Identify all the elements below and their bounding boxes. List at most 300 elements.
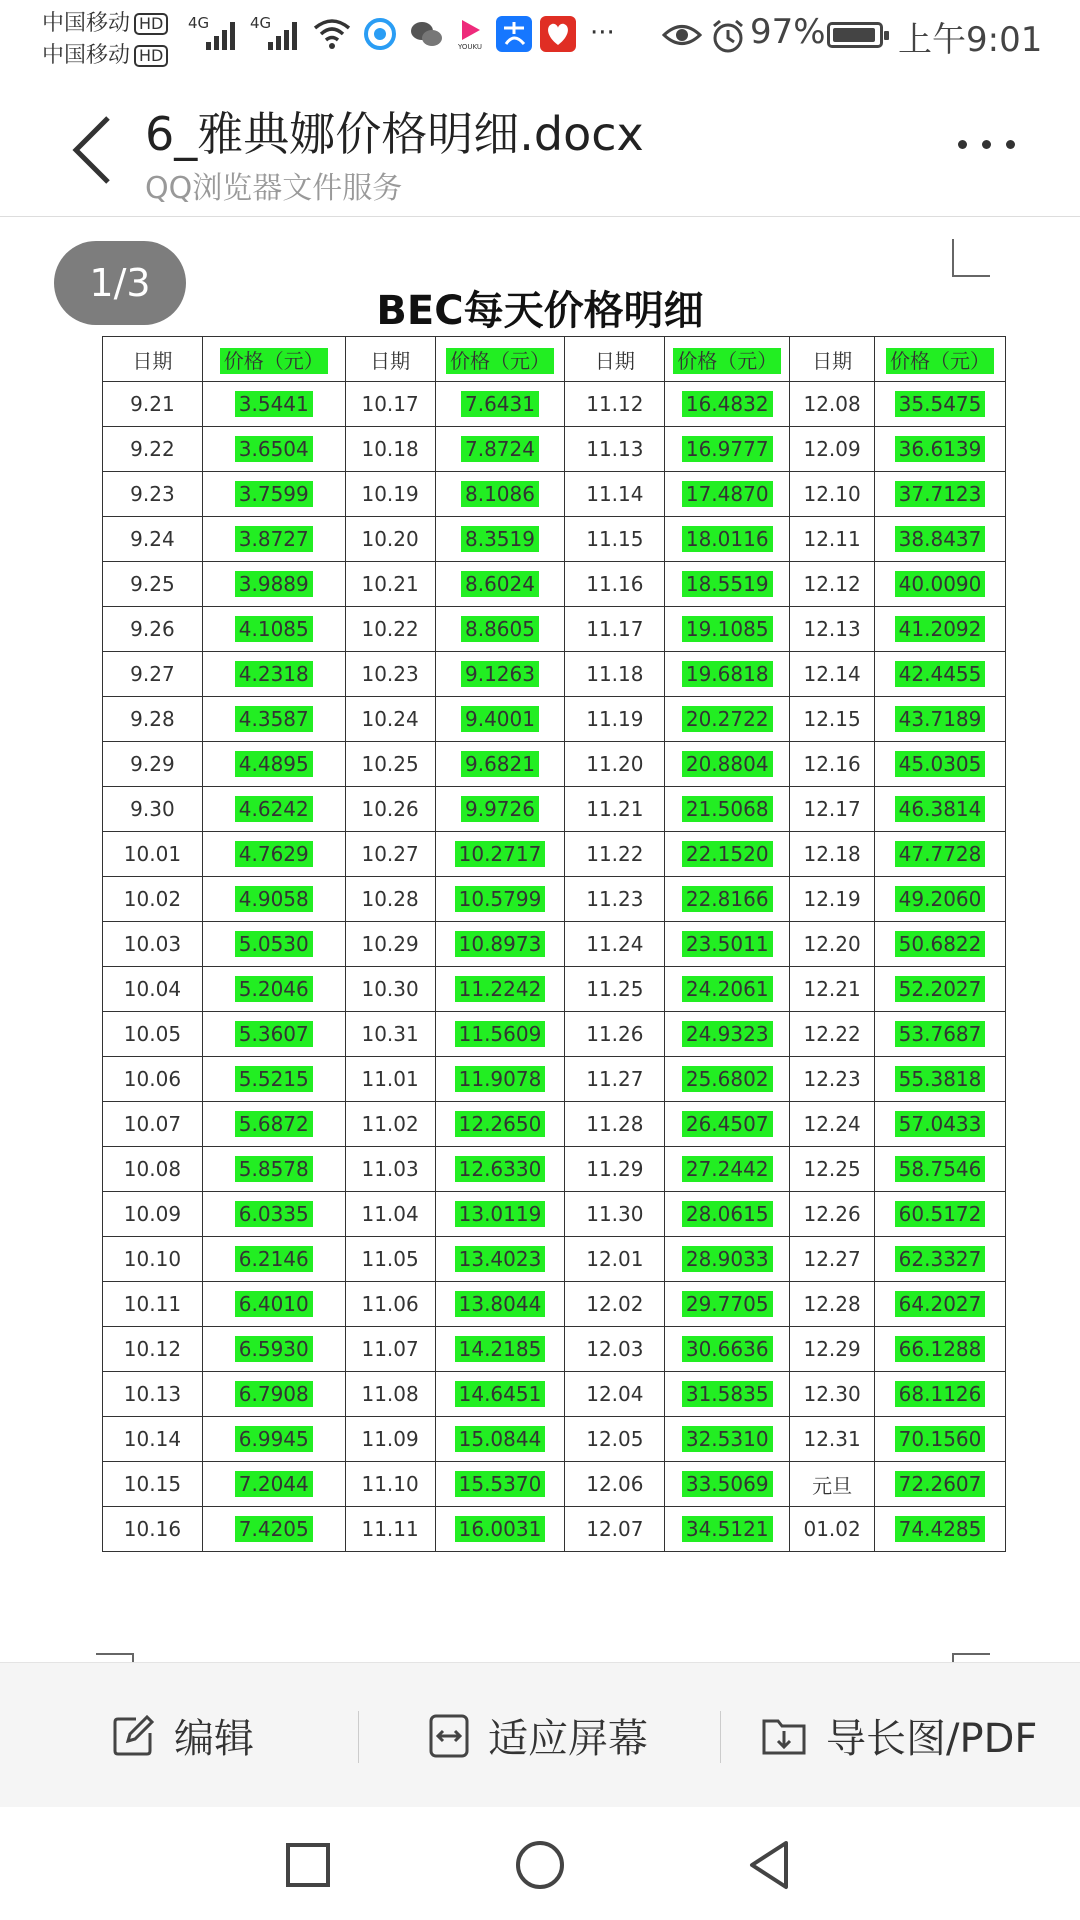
date-cell [103,517,203,562]
price-cell [665,742,790,787]
price-column-header: 价格（元） [875,337,1006,382]
price-cell [435,1012,565,1057]
date-value: 11.27 [586,1067,644,1091]
date-value: 12.13 [803,617,861,641]
price-column-header: 价格（元） [665,337,790,382]
price-value: 4.3587 [235,706,313,732]
table-row [103,1507,1006,1552]
document-viewer[interactable] [0,217,1080,1662]
price-value: 6.7908 [235,1381,313,1407]
date-value: 11.22 [586,842,644,866]
network-type-1: 4G [188,14,210,32]
price-value: 46.3814 [895,796,986,822]
price-cell [202,967,345,1012]
date-value: 9.23 [130,482,175,506]
date-cell [345,1462,435,1507]
signal-icon [206,18,240,50]
date-value: 10.07 [123,1112,182,1136]
price-value: 4.7629 [235,841,313,867]
price-cell [202,742,345,787]
price-cell [665,1372,790,1417]
date-column-header: 日期 [103,337,203,382]
price-value: 53.7687 [895,1021,986,1047]
date-value: 10.27 [361,842,419,866]
price-value: 34.5121 [682,1516,773,1542]
date-value: 12.24 [803,1112,861,1136]
date-value: 10.29 [361,932,419,956]
date-value: 11.16 [586,572,644,596]
date-cell [790,787,875,832]
price-cell [875,1462,1006,1507]
date-value: 12.25 [803,1157,861,1181]
price-value: 32.5310 [682,1426,773,1452]
recent-apps-icon[interactable] [280,1837,336,1893]
price-value: 14.6451 [455,1381,546,1407]
date-cell [790,697,875,742]
date-cell [790,517,875,562]
date-value: 11.17 [586,617,644,641]
price-value: 21.5068 [682,796,773,822]
price-cell [875,967,1006,1012]
date-value: 10.23 [361,662,419,686]
date-cell [790,877,875,922]
price-cell [875,787,1006,832]
eye-comfort-icon [662,20,702,50]
system-nav-bar [0,1807,1080,1920]
price-value: 5.3607 [235,1021,313,1047]
table-row [103,1237,1006,1282]
price-value: 17.4870 [682,481,773,507]
price-value: 15.5370 [455,1471,546,1497]
price-cell [435,742,565,787]
price-cell [875,697,1006,742]
date-value: 12.16 [803,752,861,776]
date-value: 11.24 [586,932,644,956]
price-cell [665,1057,790,1102]
price-value: 19.1085 [682,616,773,642]
price-value: 38.8437 [895,526,986,552]
date-cell [103,1507,203,1552]
price-cell [435,652,565,697]
price-cell [875,382,1006,427]
date-cell [565,652,665,697]
date-value: 9.22 [130,437,175,461]
price-value: 41.2092 [895,616,986,642]
date-cell [103,1102,203,1147]
price-value: 22.1520 [682,841,773,867]
date-cell [565,1057,665,1102]
date-cell [565,1372,665,1417]
price-cell [665,1147,790,1192]
date-value: 11.09 [361,1427,419,1451]
price-value: 20.8804 [682,751,773,777]
file-source: QQ浏览器文件服务 [145,171,403,206]
date-column-header: 日期 [790,337,875,382]
date-cell [790,607,875,652]
price-cell [202,1372,345,1417]
price-cell [202,427,345,472]
date-value: 12.15 [803,707,861,731]
date-cell [345,1012,435,1057]
price-cell [875,742,1006,787]
price-value: 42.4455 [895,661,986,687]
date-value: 12.10 [803,482,861,506]
date-cell [345,877,435,922]
price-value: 18.0116 [682,526,773,552]
price-cell [202,1057,345,1102]
price-cell [665,517,790,562]
price-value: 25.6802 [682,1066,773,1092]
page-corner-mark [952,239,990,277]
price-value: 49.2060 [895,886,986,912]
date-value: 12.06 [586,1472,644,1496]
date-cell [565,742,665,787]
price-cell [202,382,345,427]
date-value: 11.23 [586,887,644,911]
price-cell [875,1147,1006,1192]
price-value: 37.7123 [895,481,986,507]
price-cell [665,607,790,652]
date-cell [565,1147,665,1192]
price-cell [875,652,1006,697]
home-icon[interactable] [512,1837,568,1893]
price-cell [665,922,790,967]
price-cell [435,1057,565,1102]
price-value: 16.9777 [682,436,773,462]
date-value: 9.28 [130,707,175,731]
price-value: 40.0090 [895,571,986,597]
alarm-icon [710,18,746,54]
price-cell [665,1327,790,1372]
price-value: 6.5930 [235,1336,313,1362]
date-value: 12.31 [803,1427,861,1451]
price-cell [202,1417,345,1462]
table-row [103,1102,1006,1147]
date-cell [103,787,203,832]
price-cell [202,697,345,742]
date-cell [565,562,665,607]
hd-badge: HD [134,45,168,67]
date-value: 9.30 [130,797,175,821]
price-column-header: 价格（元） [202,337,345,382]
date-value: 10.01 [123,842,182,866]
date-value: 11.10 [361,1472,419,1496]
table-row [103,562,1006,607]
date-cell [790,382,875,427]
date-value: 11.26 [586,1022,644,1046]
date-value: 10.31 [361,1022,419,1046]
price-cell [875,427,1006,472]
price-cell [202,1327,345,1372]
date-cell [790,1012,875,1057]
date-cell [345,1192,435,1237]
date-cell [345,517,435,562]
date-cell [790,652,875,697]
date-value: 12.05 [586,1427,644,1451]
table-row [103,382,1006,427]
date-cell [790,1192,875,1237]
date-value: 11.14 [586,482,644,506]
date-cell [790,427,875,472]
price-cell [435,607,565,652]
date-cell [103,697,203,742]
table-row [103,787,1006,832]
date-cell [790,1327,875,1372]
price-cell [435,877,565,922]
date-cell [790,1417,875,1462]
price-value: 50.6822 [895,931,986,957]
bottom-toolbar [0,1662,1080,1808]
export-label: 导长图/PDF [826,1716,1038,1762]
price-value: 62.3327 [895,1246,986,1272]
price-value: 5.6872 [235,1111,313,1137]
date-value: 11.30 [586,1202,644,1226]
price-cell [435,922,565,967]
date-cell [103,1147,203,1192]
table-row [103,1417,1006,1462]
price-cell [665,1462,790,1507]
price-value: 72.2607 [895,1471,986,1497]
date-cell [565,472,665,517]
price-value: 12.2650 [455,1111,546,1137]
price-cell [875,1057,1006,1102]
price-value: 16.0031 [455,1516,546,1542]
fit-screen-label: 适应屏幕 [488,1716,648,1762]
price-cell [665,787,790,832]
carrier-1-label: 中国移动 [42,11,131,36]
price-value: 4.9058 [235,886,313,912]
price-value: 7.4205 [235,1516,313,1542]
price-cell [435,517,565,562]
price-cell [435,1462,565,1507]
back-nav-icon[interactable] [742,1837,798,1893]
price-value: 5.0530 [235,931,313,957]
price-value: 11.9078 [455,1066,546,1092]
date-cell [790,1282,875,1327]
date-cell [345,382,435,427]
price-cell [665,1507,790,1552]
fit-screen-button[interactable] [428,1663,648,1808]
table-row [103,1057,1006,1102]
price-value: 33.5069 [682,1471,773,1497]
price-value: 55.3818 [895,1066,986,1092]
price-value: 9.9726 [461,796,539,822]
price-value: 8.6024 [461,571,539,597]
date-value: 11.02 [361,1112,419,1136]
price-value: 31.5835 [682,1381,773,1407]
price-cell [435,427,565,472]
price-cell [875,607,1006,652]
date-value: 11.15 [586,527,644,551]
price-cell [202,1507,345,1552]
date-cell [565,697,665,742]
date-cell [565,382,665,427]
price-cell [202,607,345,652]
price-cell [202,1012,345,1057]
date-value: 12.01 [586,1247,644,1271]
date-cell [565,967,665,1012]
table-row [103,742,1006,787]
price-cell [202,1192,345,1237]
price-cell [665,1192,790,1237]
price-cell [875,472,1006,517]
price-cell [435,1102,565,1147]
date-value: 9.21 [130,392,175,416]
date-cell [103,1327,203,1372]
date-cell [103,652,203,697]
app-header [0,70,1080,217]
status-bar [0,0,1080,70]
price-cell [435,1417,565,1462]
date-value: 10.24 [361,707,419,731]
price-cell [435,1282,565,1327]
table-row [103,652,1006,697]
date-cell [565,1327,665,1372]
price-cell [202,517,345,562]
date-cell [103,742,203,787]
date-cell [345,787,435,832]
carrier-2-label: 中国移动 [42,43,131,68]
price-cell [875,922,1006,967]
date-value: 01.02 [803,1517,861,1541]
price-cell [875,1012,1006,1057]
date-value: 10.20 [361,527,419,551]
export-button[interactable] [760,1663,1037,1808]
edit-icon [110,1713,156,1759]
date-cell [345,472,435,517]
network-type-2: 4G [250,14,272,32]
table-row [103,427,1006,472]
date-cell [565,832,665,877]
price-value: 4.2318 [235,661,313,687]
table-row [103,607,1006,652]
price-value: 27.2442 [682,1156,773,1182]
price-cell [202,1147,345,1192]
date-cell [103,1372,203,1417]
date-cell [790,922,875,967]
price-cell [202,562,345,607]
date-cell [790,1102,875,1147]
wechat-icon [408,16,444,52]
qq-browser-icon [362,16,398,52]
date-value: 12.28 [803,1292,861,1316]
date-value: 11.01 [361,1067,419,1091]
date-value: 12.04 [586,1382,644,1406]
date-value: 10.03 [123,932,182,956]
date-value: 11.29 [586,1157,644,1181]
date-value: 12.12 [803,572,861,596]
price-value: 13.0119 [455,1201,546,1227]
price-value: 15.0844 [455,1426,546,1452]
price-value: 3.7599 [235,481,313,507]
edit-button[interactable] [110,1663,254,1808]
date-cell [103,1282,203,1327]
price-cell [435,1327,565,1372]
table-row [103,967,1006,1012]
date-cell [565,517,665,562]
date-cell [103,1057,203,1102]
date-value: 12.17 [803,797,861,821]
date-cell [565,1012,665,1057]
price-value: 7.2044 [235,1471,313,1497]
date-value: 12.22 [803,1022,861,1046]
date-value: 11.21 [586,797,644,821]
pinduoduo-icon [540,16,576,52]
date-value: 11.20 [586,752,644,776]
toolbar-divider [358,1711,359,1763]
price-value: 13.8044 [455,1291,546,1317]
price-value: 6.2146 [235,1246,313,1272]
price-value: 60.5172 [895,1201,986,1227]
price-cell [435,382,565,427]
price-cell [435,832,565,877]
toolbar-divider [720,1711,721,1763]
more-options-icon[interactable] [948,130,1028,160]
date-value: 12.14 [803,662,861,686]
date-cell [345,742,435,787]
date-cell [103,922,203,967]
page-indicator: 1/3 [54,241,186,325]
price-cell [665,1282,790,1327]
price-cell [665,1417,790,1462]
price-cell [875,1327,1006,1372]
date-value: 12.08 [803,392,861,416]
price-value: 4.6242 [235,796,313,822]
date-value: 12.23 [803,1067,861,1091]
date-cell [345,1147,435,1192]
date-value: 元旦 [812,1473,853,1498]
price-cell [202,652,345,697]
date-value: 10.25 [361,752,419,776]
table-row [103,877,1006,922]
date-cell [565,607,665,652]
date-value: 10.26 [361,797,419,821]
date-value: 10.21 [361,572,419,596]
price-value: 3.5441 [235,391,313,417]
date-cell [790,562,875,607]
date-value: 12.07 [586,1517,644,1541]
back-arrow-icon[interactable] [66,110,126,190]
price-cell [435,1237,565,1282]
date-value: 12.21 [803,977,861,1001]
clock: 上午9:01 [898,20,1043,60]
date-cell [565,1102,665,1147]
price-value: 9.4001 [461,706,539,732]
date-cell [565,1192,665,1237]
date-cell [790,1507,875,1552]
youku-label: YOUKU [457,43,483,51]
table-row [103,832,1006,877]
date-value: 10.18 [361,437,419,461]
price-cell [665,697,790,742]
date-cell [345,1417,435,1462]
price-value: 7.6431 [461,391,539,417]
battery-icon [827,22,883,48]
date-value: 10.22 [361,617,419,641]
price-cell [875,877,1006,922]
price-value: 29.7705 [682,1291,773,1317]
table-row [103,1147,1006,1192]
price-cell [435,787,565,832]
export-download-icon [760,1713,808,1759]
date-value: 11.11 [361,1517,419,1541]
price-cell [665,382,790,427]
date-cell [790,1372,875,1417]
price-value: 11.2242 [455,976,546,1002]
date-cell [565,1462,665,1507]
table-row [103,472,1006,517]
date-value: 11.04 [361,1202,419,1226]
